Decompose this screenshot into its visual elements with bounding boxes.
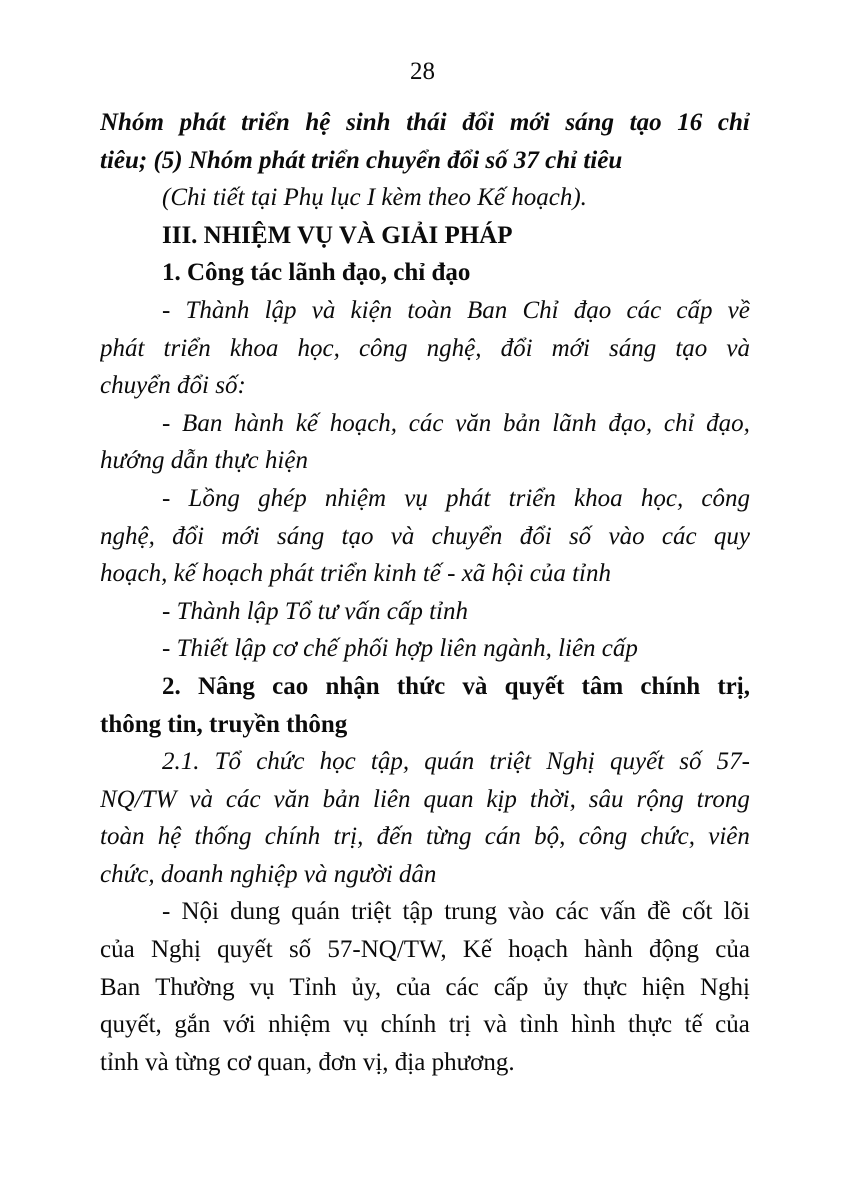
- text-line: [100, 292, 750, 330]
- text-line: [100, 781, 750, 819]
- word: kế: [295, 409, 318, 437]
- word: trị,: [717, 672, 750, 700]
- word: triệt: [351, 898, 392, 926]
- word: và: [462, 672, 488, 700]
- text-line: [100, 931, 750, 969]
- word: mới: [551, 334, 590, 362]
- word: thời,: [529, 785, 576, 813]
- word: vào: [508, 898, 545, 926]
- paragraph: [100, 217, 750, 255]
- word: vụ: [343, 1011, 369, 1039]
- word: chỉ: [717, 109, 750, 136]
- word: các: [626, 296, 662, 324]
- word: quán: [291, 898, 340, 926]
- word: dung: [230, 898, 281, 926]
- text-line: [100, 518, 750, 556]
- word: khoa: [574, 484, 623, 512]
- word: đổi: [519, 522, 552, 550]
- word: Tổ: [214, 748, 242, 776]
- paragraph: [100, 893, 750, 1081]
- word: quyết,: [100, 1011, 162, 1039]
- word: 16: [677, 109, 703, 136]
- word: vấn: [599, 898, 636, 926]
- word: thức: [396, 672, 446, 700]
- text-line: thông tin, truyền thông: [100, 710, 348, 738]
- word: của: [395, 973, 431, 1001]
- word: triển: [163, 334, 211, 362]
- word: văn: [455, 409, 492, 437]
- word: với: [222, 1011, 256, 1039]
- text-line: III. NHIỆM VỤ VÀ GIẢI PHÁP: [162, 221, 513, 249]
- text-line: chức, doanh nghiệp và người dân: [100, 860, 437, 888]
- paragraph: [100, 292, 750, 405]
- word: vào: [608, 522, 645, 550]
- text-line: 1. Công tác lãnh đạo, chỉ đạo: [162, 259, 471, 287]
- word: Chỉ: [522, 296, 559, 324]
- paragraph: [100, 480, 750, 593]
- word: đạo,: [608, 409, 653, 437]
- word: ủy,: [351, 973, 382, 1001]
- word: đổi: [172, 522, 205, 550]
- word: hệ: [305, 109, 331, 136]
- word: nhận: [325, 672, 380, 700]
- word: -: [162, 484, 171, 512]
- word: đến: [376, 823, 413, 851]
- text-line: chuyển đổi số:: [100, 372, 246, 400]
- word: quyết: [504, 672, 565, 700]
- word: thực: [627, 1011, 673, 1039]
- word: vụ: [404, 484, 428, 512]
- word: chính: [380, 1011, 437, 1039]
- text-line: [100, 405, 750, 443]
- text-line: [100, 893, 750, 931]
- word: bản: [503, 409, 541, 437]
- word: quyết: [217, 936, 273, 964]
- word: từng: [425, 823, 472, 851]
- word: trung: [444, 898, 497, 926]
- word: thực: [583, 973, 628, 1001]
- word: học,: [640, 484, 684, 512]
- word: 57-: [716, 748, 750, 776]
- word: động: [649, 936, 700, 964]
- word: cấp: [676, 296, 713, 324]
- word: tế: [684, 1011, 703, 1039]
- word: tạo: [629, 109, 662, 136]
- word: cao: [272, 672, 309, 700]
- text-line: - Thành lập Tổ tư vấn cấp tỉnh: [162, 597, 468, 625]
- word: các: [408, 409, 444, 437]
- text-line: [100, 1006, 750, 1044]
- word: chính: [264, 823, 321, 851]
- word: tình: [519, 1011, 559, 1039]
- word: phát: [446, 484, 491, 512]
- word: Nghị: [150, 936, 201, 964]
- word: của: [715, 1011, 750, 1039]
- word: chuyển: [431, 522, 503, 550]
- word: trị,: [333, 823, 364, 851]
- word: Ban: [467, 296, 508, 324]
- word: hình: [571, 1011, 616, 1039]
- word: lập: [264, 296, 297, 324]
- word: và: [189, 785, 213, 813]
- word: số: [679, 748, 702, 776]
- text-line: [100, 330, 750, 368]
- word: tâm: [581, 672, 624, 700]
- word: hoạch: [508, 936, 568, 964]
- text-line: [100, 480, 750, 518]
- page-number: 28: [410, 58, 435, 85]
- word: và: [390, 522, 415, 550]
- text-line: [100, 818, 750, 856]
- word: công: [578, 823, 628, 851]
- word: học,: [297, 334, 340, 362]
- word: các: [445, 973, 479, 1001]
- word: tạo: [341, 522, 374, 550]
- word: hiện: [642, 973, 686, 1001]
- word: toàn: [100, 823, 145, 851]
- word: về: [727, 296, 750, 324]
- word: sáng: [565, 109, 614, 136]
- word: triển: [508, 484, 556, 512]
- word: cốt: [681, 898, 713, 926]
- word: Ban: [182, 409, 223, 437]
- word: và: [311, 296, 336, 324]
- word: bản: [322, 785, 361, 813]
- word: kịp: [486, 785, 517, 813]
- word: mới: [509, 109, 550, 136]
- text-line: [100, 104, 750, 142]
- word: Kế: [462, 936, 493, 964]
- paragraph: [100, 743, 750, 893]
- word: Nghị: [699, 973, 750, 1001]
- word: và: [726, 334, 750, 362]
- word: nhiệm: [268, 1011, 331, 1039]
- word: học: [319, 748, 356, 776]
- word: Tỉnh: [289, 973, 337, 1001]
- text-line: tỉnh và từng cơ quan, đơn vị, địa phương.: [100, 1048, 515, 1076]
- word: triệt: [489, 748, 532, 776]
- word: quy: [713, 522, 750, 550]
- word: quán: [424, 748, 475, 776]
- word: 57-NQ/TW,: [327, 936, 447, 964]
- word: toàn: [407, 296, 452, 324]
- word: chức,: [640, 823, 696, 851]
- word: số: [288, 936, 312, 964]
- word: các: [555, 898, 589, 926]
- word: sâu: [588, 785, 624, 813]
- word: Nhóm: [100, 109, 164, 136]
- paragraph: [100, 104, 750, 179]
- word: tập: [402, 898, 434, 926]
- word: đạo,: [706, 409, 750, 437]
- word: tập,: [370, 748, 410, 776]
- word: 2.: [162, 672, 181, 700]
- text-line: - Thiết lập cơ chế phối hợp liên ngành, liên cấp: [162, 635, 638, 663]
- word: lõi: [723, 898, 750, 926]
- text-line: [100, 969, 750, 1007]
- word: -: [162, 409, 171, 437]
- text-line: tiêu; (5) Nhóm phát triển chuyển đổi số 37 chỉ tiêu: [100, 146, 623, 174]
- word: hành: [584, 936, 633, 964]
- word: tạo: [675, 334, 708, 362]
- word: của: [715, 936, 750, 964]
- word: thống: [194, 823, 252, 851]
- word: hoạch,: [329, 409, 398, 437]
- document-body: [100, 104, 750, 1081]
- paragraph: [100, 405, 750, 480]
- word: chỉ: [663, 409, 695, 437]
- word: liên: [373, 785, 411, 813]
- word: văn: [273, 785, 310, 813]
- word: ủy: [543, 973, 569, 1001]
- word: đổi: [500, 334, 533, 362]
- word: sinh: [346, 109, 391, 136]
- word: -: [162, 296, 171, 324]
- paragraph: [100, 179, 750, 217]
- word: cấp: [493, 973, 529, 1001]
- word: công: [358, 334, 408, 362]
- word: trị: [448, 1011, 471, 1039]
- word: triển: [241, 109, 290, 136]
- word: chính: [640, 672, 701, 700]
- word: chức: [256, 748, 305, 776]
- word: số: [568, 522, 592, 550]
- word: gắn: [174, 1011, 211, 1039]
- word: phát: [100, 334, 145, 362]
- word: Nội: [181, 898, 219, 926]
- word: thái: [406, 109, 447, 136]
- word: nghệ,: [100, 522, 155, 550]
- word: các: [225, 785, 261, 813]
- word: phát: [179, 109, 226, 136]
- text-line: hướng dẫn thực hiện: [100, 447, 308, 475]
- word: kiện: [350, 296, 393, 324]
- word: đạo: [573, 296, 612, 324]
- word: lãnh: [552, 409, 597, 437]
- word: của: [100, 936, 135, 964]
- word: NQ/TW: [100, 785, 177, 813]
- word: viên: [708, 823, 750, 851]
- word: công: [701, 484, 750, 512]
- paragraph: [100, 630, 750, 668]
- paragraph: [100, 254, 750, 292]
- word: đề: [647, 898, 671, 926]
- word: nhiệm: [324, 484, 387, 512]
- word: quan: [423, 785, 474, 813]
- word: đổi: [462, 109, 495, 136]
- word: và: [483, 1011, 508, 1039]
- word: Nâng: [197, 672, 255, 700]
- word: hành: [234, 409, 285, 437]
- word: hệ: [157, 823, 182, 851]
- word: trong: [696, 785, 750, 813]
- text-line: [100, 743, 750, 781]
- text-line: (Chi tiết tại Phụ lục I kèm theo Kế hoạch).: [162, 184, 587, 212]
- paragraph: [100, 593, 750, 631]
- text-line: hoạch, kế hoạch phát triển kinh tế - xã hội của tỉnh: [100, 560, 611, 588]
- word: bộ,: [534, 823, 566, 851]
- word: -: [162, 898, 171, 926]
- word: Nghị: [546, 748, 595, 776]
- word: vụ: [249, 973, 275, 1001]
- word: mới: [221, 522, 260, 550]
- text-line: [100, 668, 750, 706]
- word: sáng: [277, 522, 325, 550]
- word: rộng: [636, 785, 684, 813]
- word: nghệ,: [426, 334, 482, 362]
- word: Ban: [100, 973, 141, 1001]
- word: Thành: [185, 296, 250, 324]
- word: Lồng: [188, 484, 240, 512]
- word: cán: [484, 823, 521, 851]
- word: sáng: [609, 334, 657, 362]
- word: quyết: [609, 748, 665, 776]
- word: khoa: [229, 334, 279, 362]
- paragraph: [100, 668, 750, 743]
- word: 2.1.: [162, 748, 200, 776]
- word: các: [661, 522, 697, 550]
- word: ghép: [258, 484, 307, 512]
- word: Thường: [155, 973, 235, 1001]
